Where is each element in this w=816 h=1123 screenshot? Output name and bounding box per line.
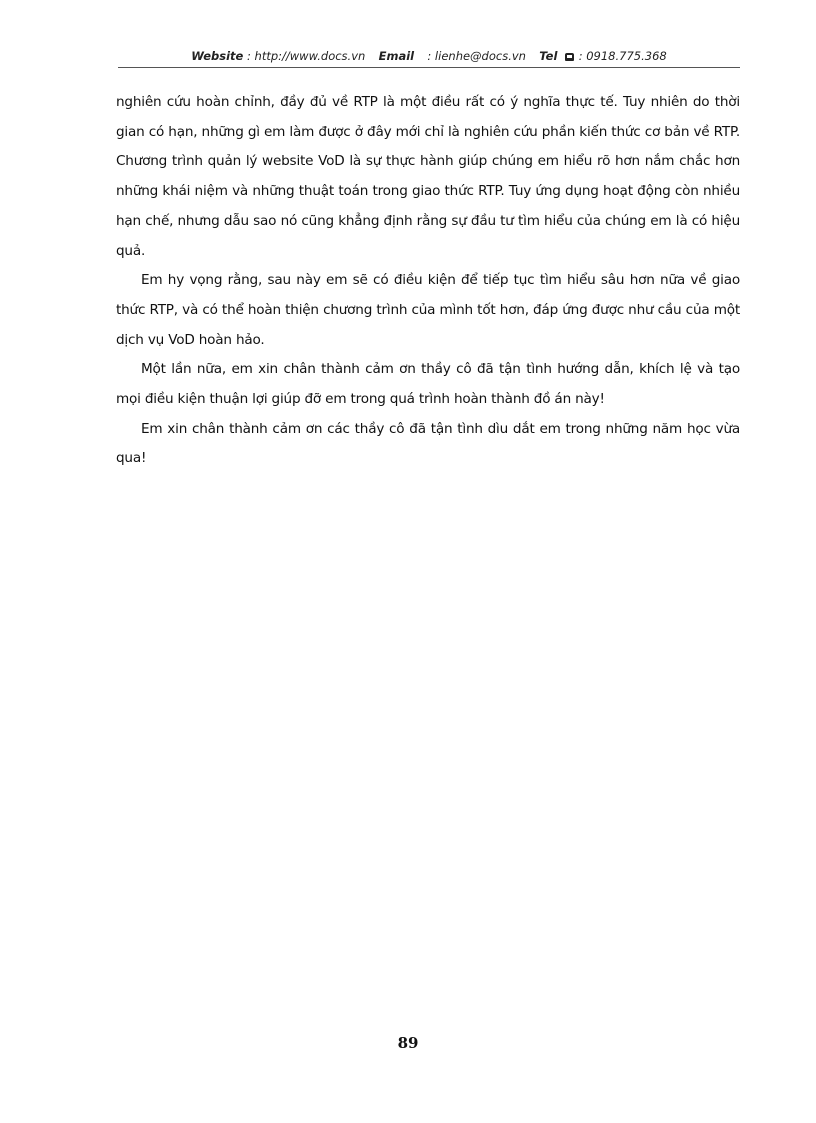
page-header (118, 48, 740, 64)
document-body (116, 88, 740, 474)
email-value: : lienhe@docs.vn (427, 49, 526, 63)
page-number: 89 (397, 1034, 419, 1052)
website-value: : http://www.docs.vn (247, 49, 366, 63)
header-divider (118, 67, 740, 68)
email-label: Email (378, 49, 415, 63)
paragraph-1: nghiên cứu hoàn chỉnh, đầy đủ về RTP là một điều rất có ý nghĩa thực tế. Tuy nhiên do thời gian có hạn, những gì em làm được ở đây mới chỉ là nghiên cứu phần kiến thức cơ bản về RTP. Chương trình quản lý website VoD là sự thực hành giúp chúng em hiểu rõ hơn nắm chắc hơn những khái niệm và những thuật toán trong giao thức RTP. Tuy ứng dụng hoạt động còn nhiều hạn chế, nhưng dẫu sao nó cũng khẳng định rằng sự đầu tư tìm hiểu của chúng em là có hiệu quả. (116, 94, 740, 259)
paragraph-4: Em xin chân thành cảm ơn các thầy cô đã tận tình dìu dắt em trong những năm học vừa qua! (116, 420, 740, 467)
tel-label: Tel (539, 49, 558, 63)
website-label: Website (191, 49, 244, 63)
paragraph-3: Một lần nữa, em xin chân thành cảm ơn thầy cô đã tận tình hướng dẫn, khích lệ và tạo mọi điều kiện thuận lợi giúp đỡ em trong quá trình hoàn thành đồ án này! (116, 361, 740, 408)
phone-icon (565, 53, 574, 61)
tel-value: : 0918.775.368 (578, 49, 667, 63)
paragraph-2: Em hy vọng rằng, sau này em sẽ có điều kiện để tiếp tục tìm hiểu sâu hơn nữa về giao thức RTP, và có thể hoàn thiện chương trình của mình tốt hơn, đáp ứng được như cầu của một dịch vụ VoD hoàn hảo. (116, 272, 740, 348)
